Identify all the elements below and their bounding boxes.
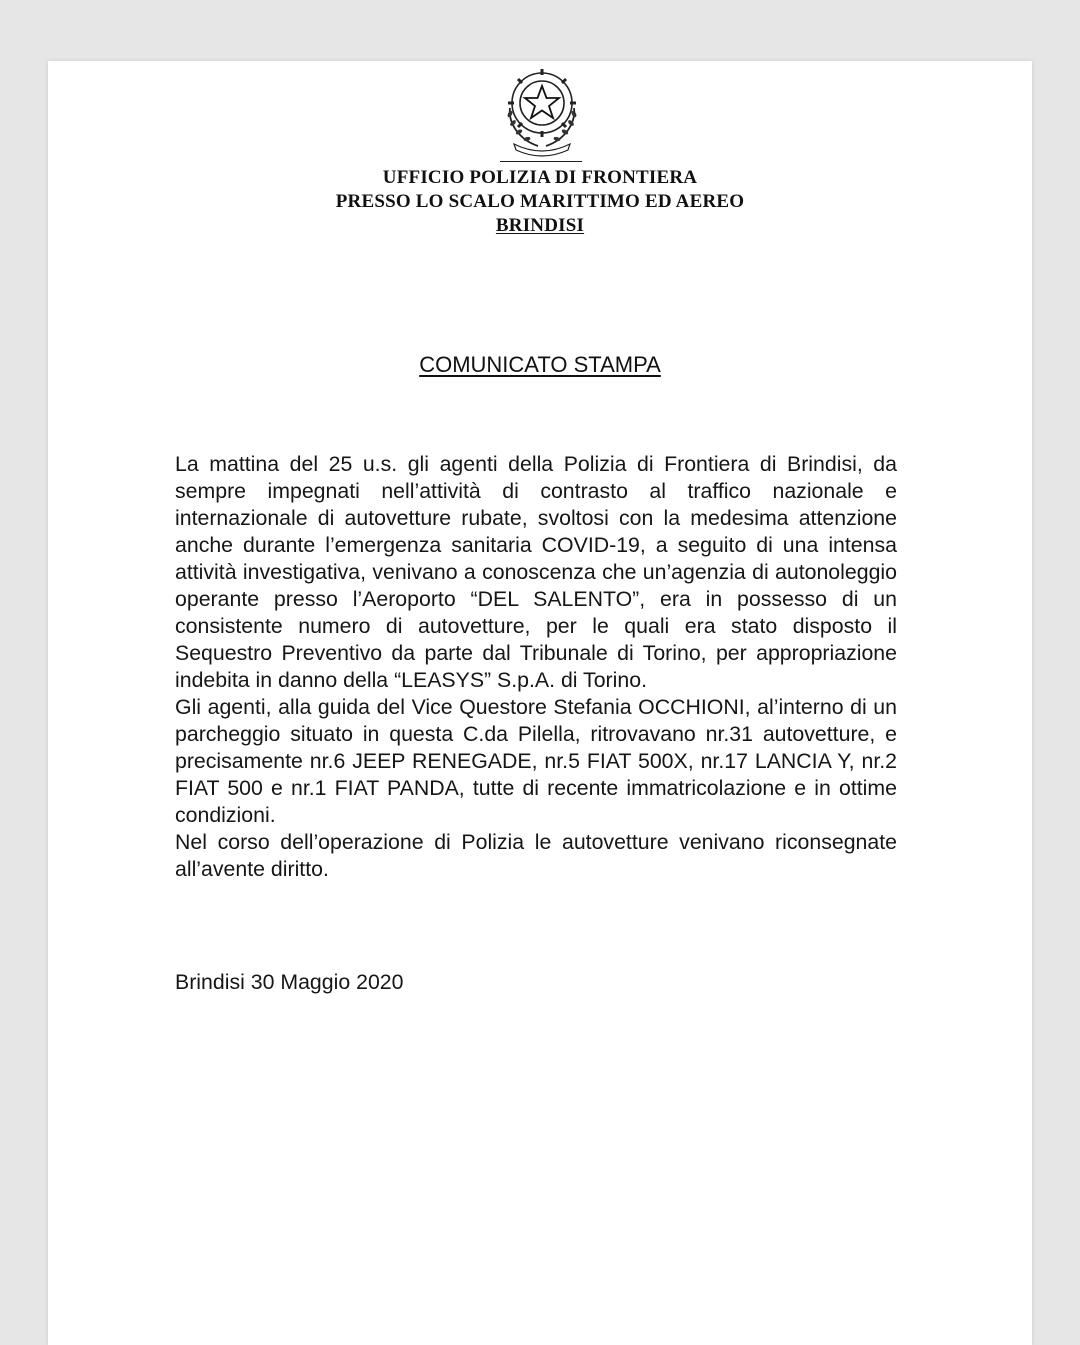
document-date: Brindisi 30 Maggio 2020 <box>175 970 404 994</box>
office-name-line1: UFFICIO POLIZIA DI FRONTIERA <box>382 167 698 188</box>
document-body <box>175 451 897 883</box>
italian-republic-emblem-icon <box>500 62 584 160</box>
office-name-line2: PRESSO LO SCALO MARITTIMO ED AEREO <box>335 191 745 212</box>
body-paragraph-1: La mattina del 25 u.s. gli agenti della Polizia di Frontiera di Brindisi, da sempre impegnati nell’attività di contrasto al traffico nazionale e internazionale di autovetture rubate, svoltosi con la medesima attenzione anche durante l’emergenza sanitaria COVID-19, a seguito di una intensa attività investigativa, venivano a conoscenza che un’agenzia di autonoleggio operante presso l’Aeroporto “DEL SALENTO”, era in possesso di un consistente numero di autovetture, per le quali era stato disposto il Sequestro Preventivo da parte dal Tribunale di Torino, per appropriazione indebita in danno della “LEASYS” S.p.A. di Torino. <box>175 452 897 692</box>
emblem-underline <box>500 161 582 162</box>
body-paragraph-3: Nel corso dell’operazione di Polizia le autovetture venivano riconsegnate all’avente diritto. <box>175 830 897 881</box>
office-city: BRINDISI <box>495 215 585 236</box>
document-title: COMUNICATO STAMPA <box>419 352 661 377</box>
document-page <box>48 61 1032 1345</box>
body-paragraph-2: Gli agenti, alla guida del Vice Questore Stefania OCCHIONI, al’interno di un parcheggio situato in questa C.da Pilella, ritrovavano nr.31 autovetture, e precisamente nr.6 JEEP RENEGADE, nr.5 FIAT 500X, nr.17 LANCIA Y, nr.2 FIAT 500 e nr.1 FIAT PANDA, tutte di recente immatricolazione e in ottime condizioni. <box>175 695 897 827</box>
